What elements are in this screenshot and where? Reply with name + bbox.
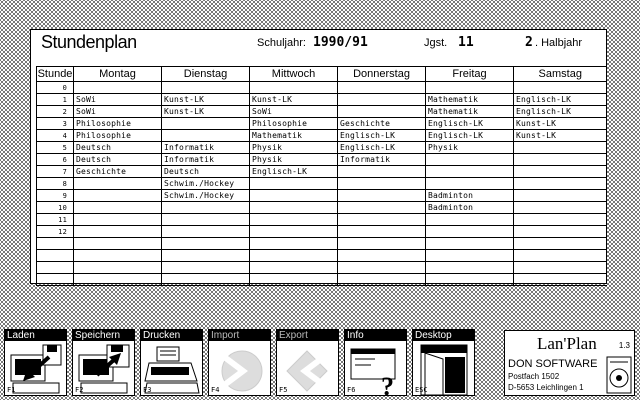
lesson-cell[interactable]: [250, 214, 338, 226]
lesson-cell[interactable]: [162, 274, 250, 286]
lesson-cell[interactable]: [338, 238, 426, 250]
hour-cell: 6: [37, 154, 74, 166]
hour-cell: [37, 238, 74, 250]
hour-cell: 9: [37, 190, 74, 202]
lesson-cell[interactable]: [74, 202, 162, 214]
lesson-cell[interactable]: [250, 190, 338, 202]
lesson-cell[interactable]: Badminton: [426, 202, 514, 214]
tool-info-button[interactable]: [344, 329, 407, 396]
lesson-cell[interactable]: [162, 202, 250, 214]
lesson-cell[interactable]: [250, 226, 338, 238]
lesson-cell[interactable]: [338, 202, 426, 214]
lesson-cell[interactable]: [338, 190, 426, 202]
company-name: DON SOFTWARE: [508, 358, 598, 370]
lesson-cell[interactable]: [250, 82, 338, 94]
hour-cell: 0: [37, 82, 74, 94]
column-header-donnerstag: Donnerstag: [338, 67, 426, 82]
timetable-row: [37, 94, 607, 106]
lesson-cell[interactable]: [426, 154, 514, 166]
tool-speichern-button[interactable]: [72, 329, 135, 396]
lesson-cell[interactable]: Englisch-LK: [514, 94, 607, 106]
column-header-stunde: Stunde: [37, 68, 73, 80]
timetable-row: [37, 82, 607, 94]
timetable-window: [30, 29, 607, 284]
tool-shortcut: F2: [75, 386, 84, 394]
lesson-cell[interactable]: [74, 238, 162, 250]
lesson-cell[interactable]: [338, 106, 426, 118]
lesson-cell[interactable]: [514, 250, 607, 262]
lesson-cell[interactable]: Mathematik: [426, 106, 514, 118]
tool-import-button[interactable]: [208, 329, 271, 396]
lesson-cell[interactable]: Geschichte: [338, 118, 426, 130]
lesson-cell[interactable]: [426, 214, 514, 226]
lesson-cell[interactable]: [250, 178, 338, 190]
hour-cell: 1: [37, 94, 74, 106]
lesson-cell[interactable]: Englisch-LK: [426, 118, 514, 130]
lesson-cell[interactable]: [250, 202, 338, 214]
lesson-cell[interactable]: [74, 250, 162, 262]
tool-shortcut: F6: [347, 386, 356, 394]
lesson-cell[interactable]: Englisch-LK: [426, 130, 514, 142]
lesson-cell[interactable]: Mathematik: [250, 130, 338, 142]
lesson-cell[interactable]: Physik: [250, 154, 338, 166]
column-header-mittwoch: Mittwoch: [250, 67, 338, 82]
column-header-dienstag: Dienstag: [162, 67, 250, 82]
tool-shortcut: F4: [211, 386, 220, 394]
lesson-cell[interactable]: Kunst-LK: [162, 94, 250, 106]
hour-cell: 7: [37, 166, 74, 178]
lesson-cell[interactable]: [514, 142, 607, 154]
lesson-cell[interactable]: [426, 262, 514, 274]
tool-desktop-button[interactable]: [412, 329, 475, 396]
lesson-cell[interactable]: Kunst-LK: [514, 118, 607, 130]
timetable-row: [37, 250, 607, 262]
hour-cell: [37, 250, 74, 262]
lesson-cell[interactable]: [338, 94, 426, 106]
lesson-cell[interactable]: [74, 262, 162, 274]
hour-cell: 2: [37, 106, 74, 118]
timetable-row: [37, 178, 607, 190]
timetable-row: [37, 154, 607, 166]
lesson-cell[interactable]: [338, 166, 426, 178]
company-address-line1: Postfach 1502: [508, 372, 560, 381]
lesson-cell[interactable]: [426, 178, 514, 190]
timetable-row: [37, 202, 607, 214]
lesson-cell[interactable]: Deutsch: [74, 154, 162, 166]
jgst-value[interactable]: 11: [458, 35, 474, 50]
hard-disk-icon: [606, 356, 632, 394]
lesson-cell[interactable]: Englisch-LK: [338, 130, 426, 142]
hour-cell: 11: [37, 214, 74, 226]
lesson-cell[interactable]: [74, 214, 162, 226]
jgst-label: Jgst.: [424, 37, 448, 49]
lesson-cell[interactable]: Kunst-LK: [162, 106, 250, 118]
lesson-cell[interactable]: [74, 226, 162, 238]
lesson-cell[interactable]: [338, 262, 426, 274]
hour-cell: [37, 274, 74, 286]
timetable-header: [37, 67, 607, 82]
lesson-cell[interactable]: Englisch-LK: [250, 166, 338, 178]
lesson-cell[interactable]: [338, 178, 426, 190]
tool-label: Desktop: [413, 330, 474, 341]
timetable-grid: [36, 66, 606, 286]
lesson-cell[interactable]: Englisch-LK: [514, 106, 607, 118]
lesson-cell[interactable]: [514, 190, 607, 202]
lesson-cell[interactable]: [162, 250, 250, 262]
lesson-cell[interactable]: [74, 274, 162, 286]
lesson-cell[interactable]: Geschichte: [74, 166, 162, 178]
schuljahr-value[interactable]: 1990/91: [313, 35, 368, 50]
lesson-cell[interactable]: [514, 226, 607, 238]
timetable-row: [37, 262, 607, 274]
lesson-cell[interactable]: Philosophie: [250, 118, 338, 130]
lesson-cell[interactable]: [250, 274, 338, 286]
lesson-cell[interactable]: [514, 202, 607, 214]
lesson-cell[interactable]: [162, 118, 250, 130]
lesson-cell[interactable]: [514, 82, 607, 94]
tool-label: Import: [209, 330, 270, 341]
tool-label: Laden: [5, 330, 66, 341]
lesson-cell[interactable]: [514, 238, 607, 250]
lesson-cell[interactable]: [162, 82, 250, 94]
svg-text:?: ?: [381, 372, 394, 397]
lesson-cell[interactable]: Englisch-LK: [338, 142, 426, 154]
page-title: Stundenplan: [41, 32, 137, 52]
lesson-cell[interactable]: [426, 166, 514, 178]
lesson-cell[interactable]: [514, 214, 607, 226]
lesson-cell[interactable]: Physik: [250, 142, 338, 154]
lesson-cell[interactable]: Informatik: [162, 154, 250, 166]
lesson-cell[interactable]: [74, 82, 162, 94]
lesson-cell[interactable]: [514, 154, 607, 166]
tool-shortcut: F1: [7, 386, 16, 394]
halbjahr-value[interactable]: 2: [525, 35, 533, 50]
lesson-cell[interactable]: Kunst-LK: [250, 94, 338, 106]
hour-cell: [37, 262, 74, 274]
lesson-cell[interactable]: [250, 250, 338, 262]
schuljahr-label: Schuljahr:: [257, 37, 306, 49]
brand-panel: [504, 330, 635, 396]
lesson-cell[interactable]: [514, 274, 607, 286]
tool-label: Info: [345, 330, 406, 341]
lesson-cell[interactable]: [426, 274, 514, 286]
column-header-montag: Montag: [74, 67, 162, 82]
lesson-cell[interactable]: [250, 238, 338, 250]
lesson-cell[interactable]: [426, 238, 514, 250]
hour-cell: 5: [37, 142, 74, 154]
lesson-cell[interactable]: [338, 214, 426, 226]
company-address-line2: D-5653 Leichlingen 1: [508, 383, 584, 392]
lesson-cell[interactable]: [338, 274, 426, 286]
tool-label: Export: [277, 330, 338, 341]
lesson-cell[interactable]: [514, 166, 607, 178]
lesson-cell[interactable]: SoWi: [74, 106, 162, 118]
lesson-cell[interactable]: Informatik: [162, 142, 250, 154]
timetable-row: [37, 106, 607, 118]
lesson-cell[interactable]: [250, 262, 338, 274]
lesson-cell[interactable]: [162, 226, 250, 238]
lesson-cell[interactable]: [426, 82, 514, 94]
app-name: Lan'Plan: [537, 334, 597, 353]
lesson-cell[interactable]: Schwim./Hockey: [162, 178, 250, 190]
hour-cell: 10: [37, 202, 74, 214]
lesson-cell[interactable]: Kunst-LK: [514, 130, 607, 142]
lesson-cell[interactable]: [426, 250, 514, 262]
lesson-cell[interactable]: [338, 226, 426, 238]
lesson-cell[interactable]: [74, 190, 162, 202]
timetable-row: [37, 118, 607, 130]
lesson-cell[interactable]: SoWi: [74, 94, 162, 106]
lesson-cell[interactable]: Schwim./Hockey: [162, 190, 250, 202]
timetable-row: [37, 130, 607, 142]
lesson-cell[interactable]: Philosophie: [74, 130, 162, 142]
tool-shortcut: F5: [279, 386, 288, 394]
lesson-cell[interactable]: [426, 226, 514, 238]
timetable-row: [37, 214, 607, 226]
lesson-cell[interactable]: Deutsch: [74, 142, 162, 154]
timetable-row: [37, 274, 607, 286]
lesson-cell[interactable]: [162, 238, 250, 250]
lesson-cell[interactable]: Philosophie: [74, 118, 162, 130]
lesson-cell[interactable]: Deutsch: [162, 166, 250, 178]
tool-shortcut: F3: [143, 386, 152, 394]
lesson-cell[interactable]: Physik: [426, 142, 514, 154]
tool-label: Speichern: [73, 330, 134, 341]
timetable-row: [37, 190, 607, 202]
lesson-cell[interactable]: [162, 130, 250, 142]
timetable-row: [37, 166, 607, 178]
tool-drucken-button[interactable]: [140, 329, 203, 396]
lesson-cell[interactable]: [162, 262, 250, 274]
tool-export-button[interactable]: [276, 329, 339, 396]
timetable-row: [37, 142, 607, 154]
lesson-cell[interactable]: [74, 178, 162, 190]
lesson-cell[interactable]: Mathematik: [426, 94, 514, 106]
hour-cell: 3: [37, 118, 74, 130]
tool-laden-button[interactable]: [4, 329, 67, 396]
tool-shortcut: ESC: [415, 386, 428, 394]
timetable-row: [37, 238, 607, 250]
column-header-freitag: Freitag: [426, 67, 514, 82]
timetable-row: [37, 226, 607, 238]
lesson-cell[interactable]: [162, 214, 250, 226]
lesson-cell[interactable]: [514, 178, 607, 190]
lesson-cell[interactable]: Informatik: [338, 154, 426, 166]
tool-label: Drucken: [141, 330, 202, 341]
lesson-cell[interactable]: [514, 262, 607, 274]
lesson-cell[interactable]: [338, 250, 426, 262]
lesson-cell[interactable]: [338, 82, 426, 94]
column-header-samstag: Samstag: [514, 67, 607, 82]
lesson-cell[interactable]: SoWi: [250, 106, 338, 118]
lesson-cell[interactable]: Badminton: [426, 190, 514, 202]
halbjahr-label: . Halbjahr: [535, 37, 583, 49]
hour-cell: 4: [37, 130, 74, 142]
hour-cell: 12: [37, 226, 74, 238]
hour-cell: 8: [37, 178, 74, 190]
app-version: 1.3: [618, 341, 630, 350]
